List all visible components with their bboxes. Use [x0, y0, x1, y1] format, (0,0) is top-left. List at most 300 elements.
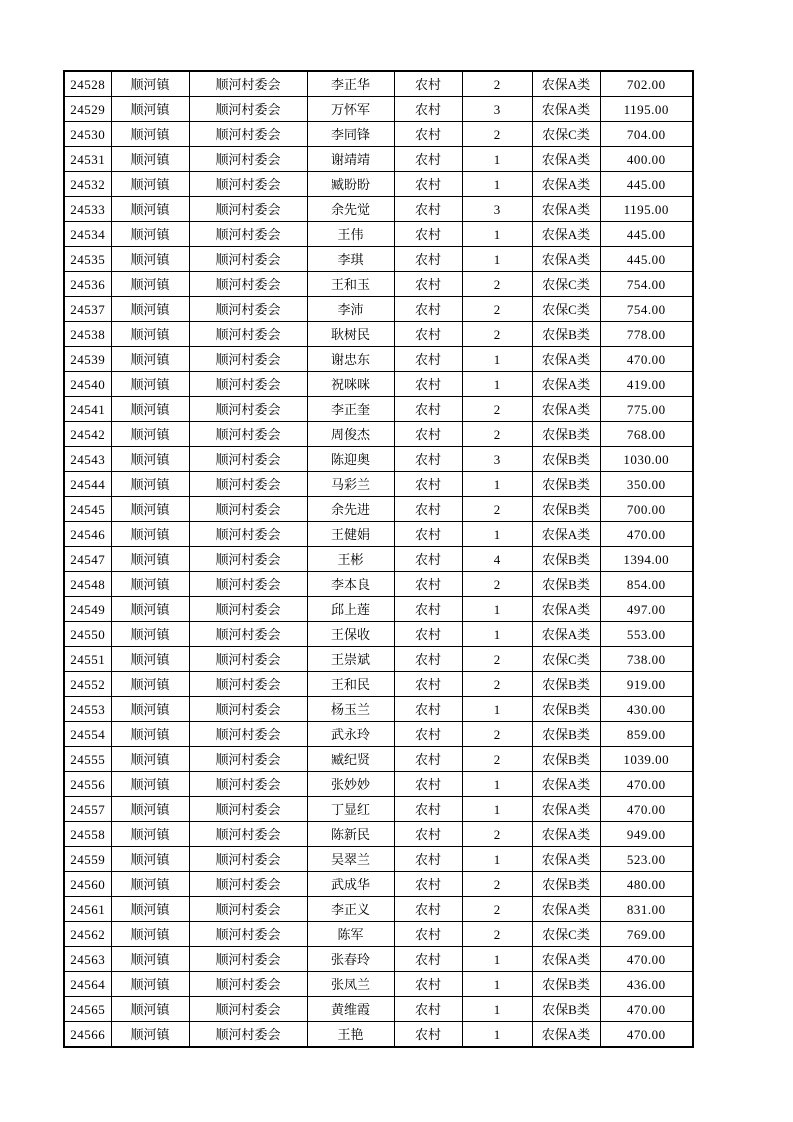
cell-village: 顺河村委会: [189, 472, 307, 497]
cell-village: 顺河村委会: [189, 747, 307, 772]
cell-village: 顺河村委会: [189, 147, 307, 172]
cell-village: 顺河村委会: [189, 447, 307, 472]
cell-village: 顺河村委会: [189, 722, 307, 747]
cell-restype: 农村: [394, 472, 462, 497]
cell-restype: 农村: [394, 447, 462, 472]
payment-table: [63, 70, 694, 1048]
cell-town: 顺河镇: [111, 972, 189, 997]
cell-restype: 农村: [394, 522, 462, 547]
cell-count: 1: [462, 522, 532, 547]
cell-amount: 523.00: [600, 847, 693, 872]
table-row: [64, 497, 693, 522]
cell-amount: 769.00: [600, 922, 693, 947]
table-row: [64, 322, 693, 347]
table-row: [64, 797, 693, 822]
cell-village: 顺河村委会: [189, 222, 307, 247]
cell-name: 杨玉兰: [307, 697, 394, 722]
cell-village: 顺河村委会: [189, 822, 307, 847]
cell-name: 余先进: [307, 497, 394, 522]
cell-count: 1: [462, 997, 532, 1022]
cell-village: 顺河村委会: [189, 647, 307, 672]
cell-name: 黄维霞: [307, 997, 394, 1022]
table-row: [64, 372, 693, 397]
cell-category: 农保B类: [532, 472, 600, 497]
table-body: [64, 71, 693, 1047]
cell-category: 农保C类: [532, 647, 600, 672]
cell-category: 农保A类: [532, 1022, 600, 1048]
cell-name: 武成华: [307, 872, 394, 897]
cell-count: 1: [462, 797, 532, 822]
cell-town: 顺河镇: [111, 297, 189, 322]
cell-id: 24535: [64, 247, 111, 272]
cell-restype: 农村: [394, 847, 462, 872]
cell-town: 顺河镇: [111, 847, 189, 872]
cell-id: 24537: [64, 297, 111, 322]
cell-id: 24528: [64, 71, 111, 97]
cell-id: 24554: [64, 722, 111, 747]
cell-town: 顺河镇: [111, 822, 189, 847]
cell-count: 2: [462, 872, 532, 897]
cell-restype: 农村: [394, 397, 462, 422]
cell-id: 24547: [64, 547, 111, 572]
cell-name: 周俊杰: [307, 422, 394, 447]
cell-id: 24540: [64, 372, 111, 397]
cell-id: 24552: [64, 672, 111, 697]
cell-name: 李正华: [307, 71, 394, 97]
cell-id: 24566: [64, 1022, 111, 1048]
cell-town: 顺河镇: [111, 397, 189, 422]
cell-count: 2: [462, 397, 532, 422]
cell-name: 马彩兰: [307, 472, 394, 497]
cell-village: 顺河村委会: [189, 197, 307, 222]
cell-category: 农保B类: [532, 447, 600, 472]
cell-amount: 497.00: [600, 597, 693, 622]
cell-count: 1: [462, 622, 532, 647]
cell-restype: 农村: [394, 272, 462, 297]
cell-category: 农保A类: [532, 522, 600, 547]
cell-town: 顺河镇: [111, 722, 189, 747]
cell-restype: 农村: [394, 97, 462, 122]
cell-town: 顺河镇: [111, 772, 189, 797]
cell-name: 耿树民: [307, 322, 394, 347]
cell-category: 农保B类: [532, 322, 600, 347]
cell-village: 顺河村委会: [189, 797, 307, 822]
cell-town: 顺河镇: [111, 1022, 189, 1048]
cell-count: 3: [462, 447, 532, 472]
cell-name: 王保收: [307, 622, 394, 647]
cell-town: 顺河镇: [111, 122, 189, 147]
cell-restype: 农村: [394, 697, 462, 722]
cell-town: 顺河镇: [111, 322, 189, 347]
cell-restype: 农村: [394, 422, 462, 447]
cell-id: 24561: [64, 897, 111, 922]
cell-restype: 农村: [394, 622, 462, 647]
cell-restype: 农村: [394, 147, 462, 172]
cell-amount: 470.00: [600, 947, 693, 972]
cell-amount: 470.00: [600, 1022, 693, 1048]
cell-town: 顺河镇: [111, 997, 189, 1022]
cell-village: 顺河村委会: [189, 772, 307, 797]
table-row: [64, 622, 693, 647]
cell-id: 24553: [64, 697, 111, 722]
cell-name: 陈新民: [307, 822, 394, 847]
cell-category: 农保B类: [532, 422, 600, 447]
cell-restype: 农村: [394, 347, 462, 372]
cell-amount: 470.00: [600, 997, 693, 1022]
cell-restype: 农村: [394, 172, 462, 197]
cell-amount: 1030.00: [600, 447, 693, 472]
cell-restype: 农村: [394, 322, 462, 347]
cell-town: 顺河镇: [111, 897, 189, 922]
cell-town: 顺河镇: [111, 347, 189, 372]
cell-category: 农保A类: [532, 622, 600, 647]
table-row: [64, 347, 693, 372]
cell-id: 24544: [64, 472, 111, 497]
cell-category: 农保A类: [532, 222, 600, 247]
table-row: [64, 722, 693, 747]
cell-restype: 农村: [394, 372, 462, 397]
table-row: [64, 747, 693, 772]
table-row: [64, 872, 693, 897]
cell-count: 1: [462, 972, 532, 997]
cell-name: 张凤兰: [307, 972, 394, 997]
cell-village: 顺河村委会: [189, 297, 307, 322]
cell-name: 张春玲: [307, 947, 394, 972]
cell-category: 农保A类: [532, 597, 600, 622]
cell-amount: 445.00: [600, 222, 693, 247]
cell-village: 顺河村委会: [189, 172, 307, 197]
cell-name: 吴翠兰: [307, 847, 394, 872]
table-row: [64, 522, 693, 547]
cell-id: 24531: [64, 147, 111, 172]
cell-town: 顺河镇: [111, 472, 189, 497]
cell-restype: 农村: [394, 797, 462, 822]
cell-restype: 农村: [394, 1022, 462, 1048]
cell-name: 臧盼盼: [307, 172, 394, 197]
cell-category: 农保A类: [532, 147, 600, 172]
cell-town: 顺河镇: [111, 572, 189, 597]
cell-name: 谢靖靖: [307, 147, 394, 172]
cell-village: 顺河村委会: [189, 71, 307, 97]
cell-count: 2: [462, 297, 532, 322]
cell-village: 顺河村委会: [189, 497, 307, 522]
cell-category: 农保C类: [532, 297, 600, 322]
table-sheet: [63, 70, 694, 1048]
cell-town: 顺河镇: [111, 622, 189, 647]
cell-name: 王彬: [307, 547, 394, 572]
cell-name: 王艳: [307, 1022, 394, 1048]
cell-name: 余先觉: [307, 197, 394, 222]
cell-town: 顺河镇: [111, 697, 189, 722]
cell-town: 顺河镇: [111, 372, 189, 397]
cell-id: 24559: [64, 847, 111, 872]
table-row: [64, 772, 693, 797]
cell-restype: 农村: [394, 872, 462, 897]
cell-restype: 农村: [394, 722, 462, 747]
cell-category: 农保A类: [532, 797, 600, 822]
cell-village: 顺河村委会: [189, 97, 307, 122]
cell-count: 2: [462, 722, 532, 747]
table-row: [64, 572, 693, 597]
cell-village: 顺河村委会: [189, 122, 307, 147]
table-row: [64, 197, 693, 222]
cell-category: 农保B类: [532, 547, 600, 572]
cell-id: 24545: [64, 497, 111, 522]
cell-restype: 农村: [394, 71, 462, 97]
cell-category: 农保B类: [532, 872, 600, 897]
cell-town: 顺河镇: [111, 272, 189, 297]
cell-amount: 754.00: [600, 272, 693, 297]
cell-amount: 704.00: [600, 122, 693, 147]
cell-id: 24529: [64, 97, 111, 122]
cell-name: 陈军: [307, 922, 394, 947]
cell-village: 顺河村委会: [189, 847, 307, 872]
cell-count: 2: [462, 897, 532, 922]
cell-village: 顺河村委会: [189, 897, 307, 922]
cell-name: 万怀军: [307, 97, 394, 122]
cell-town: 顺河镇: [111, 947, 189, 972]
cell-village: 顺河村委会: [189, 422, 307, 447]
cell-town: 顺河镇: [111, 247, 189, 272]
table-row: [64, 447, 693, 472]
cell-amount: 1039.00: [600, 747, 693, 772]
table-row: [64, 847, 693, 872]
cell-name: 李琪: [307, 247, 394, 272]
cell-amount: 702.00: [600, 71, 693, 97]
cell-count: 2: [462, 572, 532, 597]
cell-count: 1: [462, 947, 532, 972]
cell-amount: 859.00: [600, 722, 693, 747]
cell-category: 农保A类: [532, 247, 600, 272]
cell-name: 王健娟: [307, 522, 394, 547]
cell-count: 2: [462, 747, 532, 772]
cell-name: 王和民: [307, 672, 394, 697]
table-row: [64, 822, 693, 847]
cell-id: 24562: [64, 922, 111, 947]
cell-village: 顺河村委会: [189, 247, 307, 272]
cell-amount: 470.00: [600, 797, 693, 822]
cell-town: 顺河镇: [111, 672, 189, 697]
cell-count: 2: [462, 322, 532, 347]
cell-name: 李正义: [307, 897, 394, 922]
cell-id: 24530: [64, 122, 111, 147]
cell-amount: 470.00: [600, 347, 693, 372]
table-row: [64, 1022, 693, 1048]
cell-restype: 农村: [394, 897, 462, 922]
cell-id: 24557: [64, 797, 111, 822]
cell-village: 顺河村委会: [189, 622, 307, 647]
cell-count: 1: [462, 147, 532, 172]
cell-count: 2: [462, 122, 532, 147]
cell-town: 顺河镇: [111, 797, 189, 822]
cell-name: 李同锋: [307, 122, 394, 147]
cell-town: 顺河镇: [111, 71, 189, 97]
table-row: [64, 472, 693, 497]
cell-town: 顺河镇: [111, 97, 189, 122]
table-row: [64, 97, 693, 122]
cell-restype: 农村: [394, 547, 462, 572]
cell-count: 4: [462, 547, 532, 572]
cell-restype: 农村: [394, 597, 462, 622]
cell-village: 顺河村委会: [189, 672, 307, 697]
cell-category: 农保B类: [532, 722, 600, 747]
cell-category: 农保B类: [532, 672, 600, 697]
cell-village: 顺河村委会: [189, 922, 307, 947]
cell-town: 顺河镇: [111, 172, 189, 197]
table-row: [64, 397, 693, 422]
cell-name: 祝咪咪: [307, 372, 394, 397]
cell-category: 农保B类: [532, 697, 600, 722]
table-row: [64, 71, 693, 97]
cell-amount: 831.00: [600, 897, 693, 922]
cell-category: 农保A类: [532, 347, 600, 372]
cell-id: 24565: [64, 997, 111, 1022]
table-row: [64, 922, 693, 947]
cell-category: 农保A类: [532, 822, 600, 847]
cell-restype: 农村: [394, 997, 462, 1022]
cell-restype: 农村: [394, 772, 462, 797]
cell-count: 1: [462, 172, 532, 197]
cell-id: 24534: [64, 222, 111, 247]
cell-name: 丁显红: [307, 797, 394, 822]
cell-town: 顺河镇: [111, 597, 189, 622]
cell-name: 王和玉: [307, 272, 394, 297]
cell-town: 顺河镇: [111, 547, 189, 572]
cell-amount: 480.00: [600, 872, 693, 897]
cell-count: 2: [462, 71, 532, 97]
cell-id: 24532: [64, 172, 111, 197]
cell-id: 24555: [64, 747, 111, 772]
cell-amount: 470.00: [600, 522, 693, 547]
cell-restype: 农村: [394, 672, 462, 697]
cell-village: 顺河村委会: [189, 322, 307, 347]
cell-amount: 738.00: [600, 647, 693, 672]
cell-count: 1: [462, 472, 532, 497]
cell-category: 农保C类: [532, 922, 600, 947]
cell-village: 顺河村委会: [189, 347, 307, 372]
table-row: [64, 897, 693, 922]
cell-count: 2: [462, 672, 532, 697]
cell-amount: 400.00: [600, 147, 693, 172]
cell-category: 农保A类: [532, 197, 600, 222]
cell-village: 顺河村委会: [189, 522, 307, 547]
cell-amount: 419.00: [600, 372, 693, 397]
cell-village: 顺河村委会: [189, 547, 307, 572]
table-row: [64, 697, 693, 722]
cell-name: 王崇斌: [307, 647, 394, 672]
cell-category: 农保A类: [532, 897, 600, 922]
cell-id: 24542: [64, 422, 111, 447]
cell-id: 24560: [64, 872, 111, 897]
table-row: [64, 972, 693, 997]
table-row: [64, 147, 693, 172]
cell-count: 3: [462, 97, 532, 122]
cell-id: 24538: [64, 322, 111, 347]
cell-restype: 农村: [394, 647, 462, 672]
cell-name: 李沛: [307, 297, 394, 322]
cell-amount: 436.00: [600, 972, 693, 997]
cell-amount: 754.00: [600, 297, 693, 322]
cell-village: 顺河村委会: [189, 997, 307, 1022]
cell-count: 2: [462, 422, 532, 447]
cell-category: 农保B类: [532, 497, 600, 522]
cell-restype: 农村: [394, 822, 462, 847]
cell-id: 24550: [64, 622, 111, 647]
cell-restype: 农村: [394, 122, 462, 147]
cell-id: 24556: [64, 772, 111, 797]
cell-name: 武永玲: [307, 722, 394, 747]
cell-category: 农保A类: [532, 947, 600, 972]
cell-amount: 1195.00: [600, 197, 693, 222]
table-row: [64, 297, 693, 322]
cell-category: 农保C类: [532, 272, 600, 297]
cell-restype: 农村: [394, 497, 462, 522]
cell-id: 24549: [64, 597, 111, 622]
cell-category: 农保B类: [532, 997, 600, 1022]
cell-village: 顺河村委会: [189, 372, 307, 397]
cell-count: 2: [462, 922, 532, 947]
table-row: [64, 597, 693, 622]
cell-restype: 农村: [394, 947, 462, 972]
cell-amount: 1394.00: [600, 547, 693, 572]
cell-name: 谢忠东: [307, 347, 394, 372]
cell-count: 1: [462, 372, 532, 397]
cell-category: 农保B类: [532, 572, 600, 597]
cell-category: 农保A类: [532, 397, 600, 422]
cell-id: 24563: [64, 947, 111, 972]
cell-name: 臧纪贤: [307, 747, 394, 772]
cell-id: 24536: [64, 272, 111, 297]
cell-count: 1: [462, 847, 532, 872]
cell-restype: 农村: [394, 197, 462, 222]
cell-amount: 919.00: [600, 672, 693, 697]
cell-id: 24564: [64, 972, 111, 997]
table-row: [64, 672, 693, 697]
cell-name: 王伟: [307, 222, 394, 247]
cell-amount: 1195.00: [600, 97, 693, 122]
table-row: [64, 947, 693, 972]
cell-village: 顺河村委会: [189, 597, 307, 622]
cell-count: 2: [462, 822, 532, 847]
cell-amount: 430.00: [600, 697, 693, 722]
table-row: [64, 272, 693, 297]
cell-town: 顺河镇: [111, 747, 189, 772]
cell-restype: 农村: [394, 222, 462, 247]
cell-id: 24539: [64, 347, 111, 372]
table-row: [64, 422, 693, 447]
table-row: [64, 122, 693, 147]
cell-village: 顺河村委会: [189, 1022, 307, 1048]
cell-restype: 农村: [394, 247, 462, 272]
cell-town: 顺河镇: [111, 222, 189, 247]
cell-amount: 445.00: [600, 247, 693, 272]
cell-count: 1: [462, 347, 532, 372]
cell-name: 邱上莲: [307, 597, 394, 622]
cell-amount: 778.00: [600, 322, 693, 347]
cell-name: 李本良: [307, 572, 394, 597]
cell-village: 顺河村委会: [189, 697, 307, 722]
cell-id: 24541: [64, 397, 111, 422]
cell-village: 顺河村委会: [189, 872, 307, 897]
cell-count: 1: [462, 597, 532, 622]
cell-name: 陈迎奥: [307, 447, 394, 472]
cell-id: 24543: [64, 447, 111, 472]
cell-category: 农保B类: [532, 747, 600, 772]
cell-count: 2: [462, 272, 532, 297]
table-row: [64, 997, 693, 1022]
cell-category: 农保C类: [532, 122, 600, 147]
cell-id: 24548: [64, 572, 111, 597]
